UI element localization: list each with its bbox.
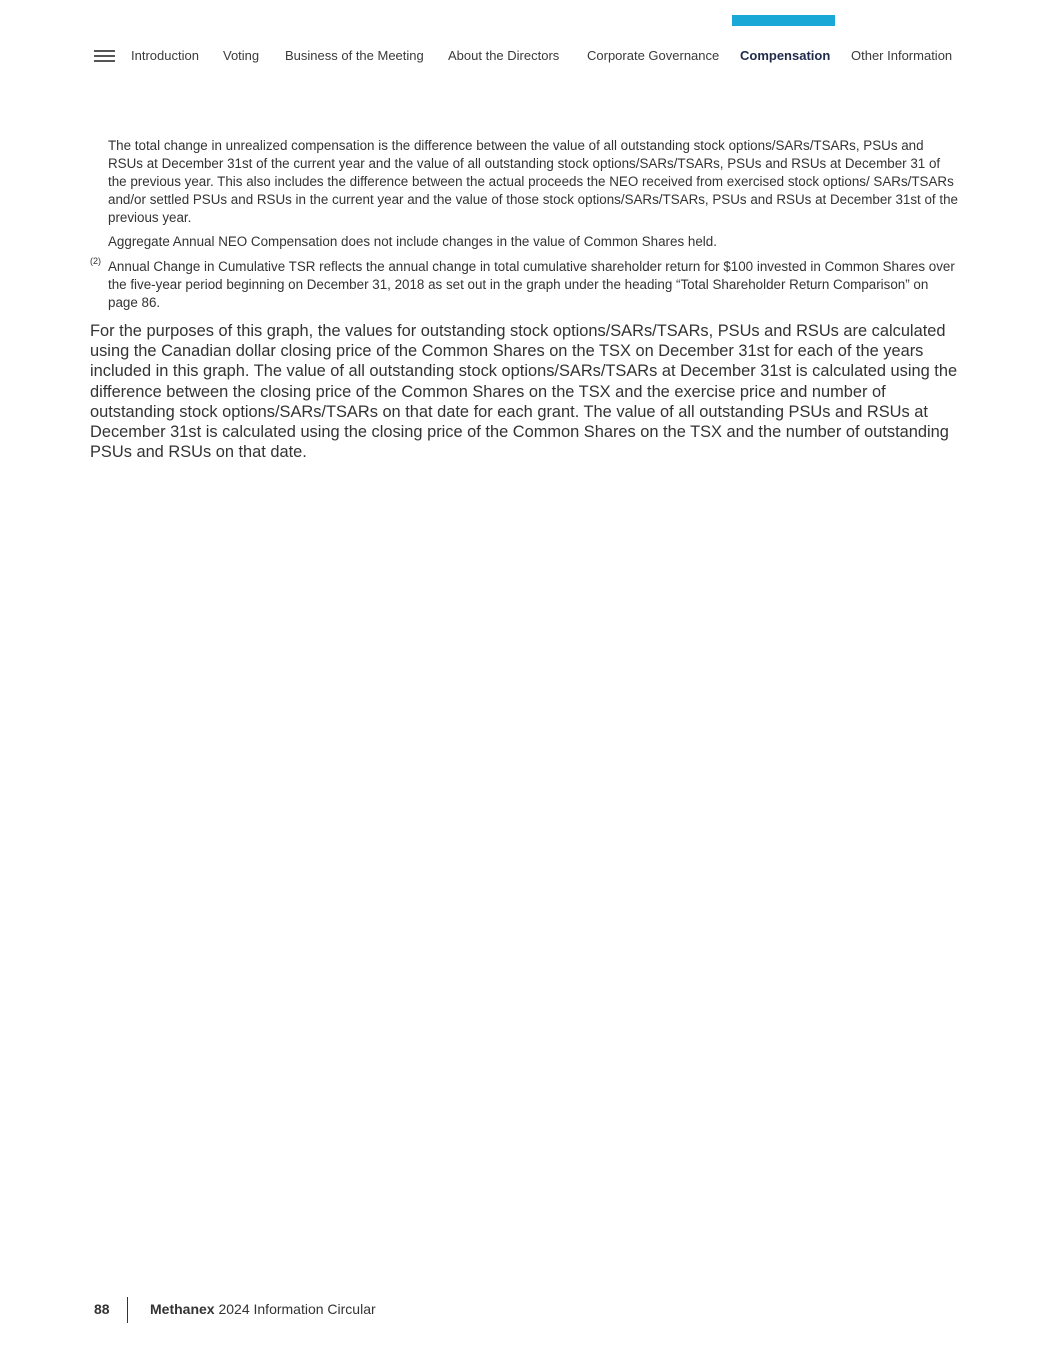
nav-item-introduction[interactable]: Introduction	[131, 48, 199, 63]
footnote-marker-2: (2)	[90, 256, 101, 266]
note-unrealized-compensation: The total change in unrealized compensation is the difference between the value of all outstanding stock options/SARs/TSARs, PSUs and RSUs at December 31st of the current year and the value of all outstanding stock options/SARs/TSARs, PSUs and RSUs at December 31 of the previous year. This also includes the difference between the actual proceeds the NEO received from exercised stock options/ SARs/TSARs and/or settled PSUs and RSUs in the current year and the value of those stock options/SARs/TSARs, PSUs and RSUs at December 31st of the previous year.	[108, 138, 958, 225]
nav-item-compensation[interactable]: Compensation	[740, 48, 831, 63]
footer-document-title	[150, 1301, 376, 1317]
hamburger-menu-icon[interactable]	[94, 50, 115, 64]
page-number: 88	[94, 1301, 110, 1317]
nav-item-corporate-governance[interactable]: Corporate Governance	[587, 48, 720, 63]
body-paragraph: For the purposes of this graph, the values for outstanding stock options/SARs/TSARs, PSUs and RSUs are calculated using the Canadian dollar closing price of the Common Shares on the TSX on December 31st for each of the years included in this graph. The value of all outstanding stock options/SARs/TSARs at December 31st is calculated using the difference between the closing price of the Common Shares on the TSX and the exercise price and number of outstanding stock options/SARs/TSARs on that date for each grant. The value of all outstanding PSUs and RSUs at December 31st is calculated using the closing price of the Common Shares on the TSX and the number of outstanding PSUs and RSUs on that date.	[90, 322, 958, 462]
footnote-2-text: Annual Change in Cumulative TSR reflects the annual change in total cumulative shareholder return for $100 invested in Common Shares over the five-year period beginning on December 31, 2018 as set out in the graph under the heading “Total Shareholder Return Comparison” on page 86.	[108, 259, 955, 310]
nav-item-business-of-the-meeting[interactable]: Business of the Meeting	[285, 48, 424, 63]
active-tab-indicator	[732, 15, 835, 26]
footer-company-name: Methanex	[150, 1301, 215, 1317]
note-aggregate-compensation: Aggregate Annual NEO Compensation does not include changes in the value of Common Shares held.	[108, 234, 717, 249]
nav-item-about-the-directors[interactable]: About the Directors	[448, 48, 560, 63]
footer-divider	[127, 1297, 128, 1323]
footer-document-name: 2024 Information Circular	[218, 1301, 376, 1317]
nav-item-other-information[interactable]: Other Information	[851, 48, 953, 63]
nav-item-voting[interactable]: Voting	[223, 48, 260, 63]
